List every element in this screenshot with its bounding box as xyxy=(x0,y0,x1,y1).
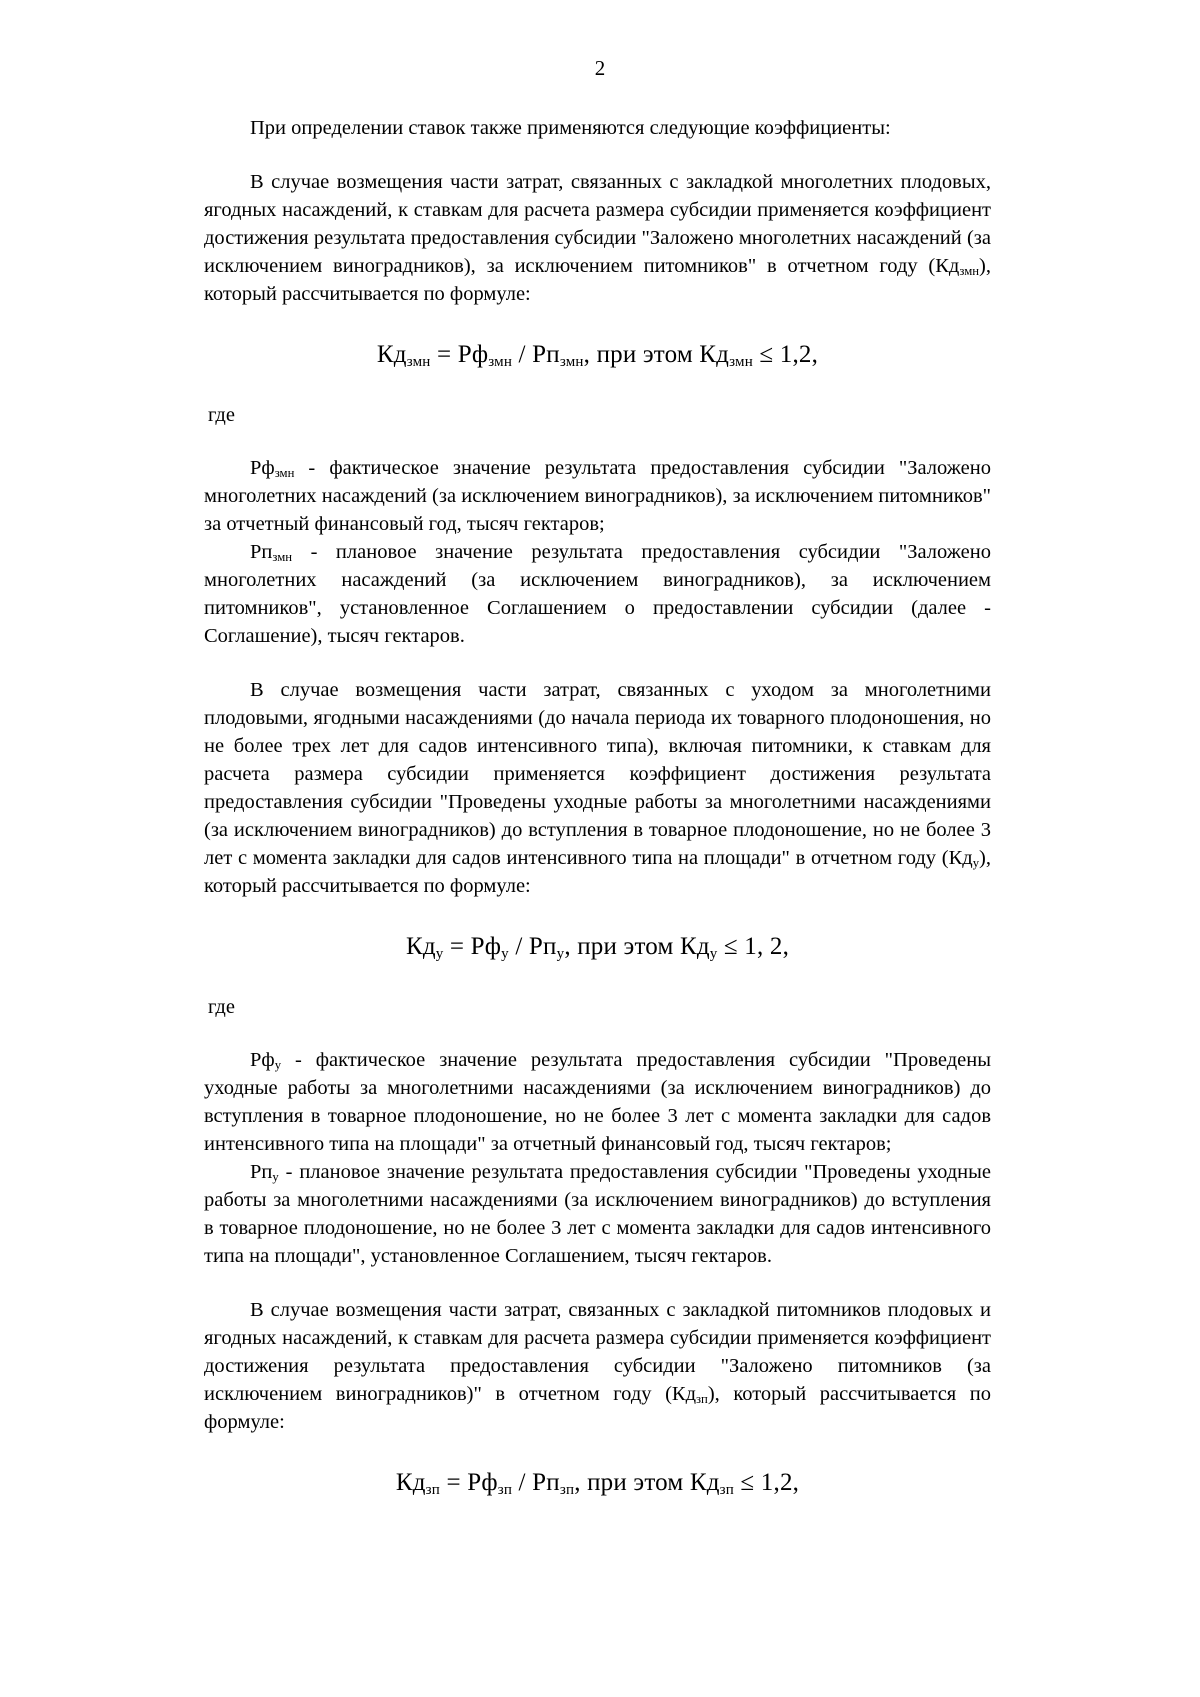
spacer xyxy=(204,901,991,931)
spacer xyxy=(204,651,991,677)
block3-paragraph-part2: ), который рассчитывается по формуле: xyxy=(204,1383,991,1434)
spacer xyxy=(204,309,991,339)
formula1-limit: ≤ 1,2, xyxy=(752,341,819,368)
spacer xyxy=(204,1021,991,1047)
block1-def1-term-sub: змн xyxy=(274,466,295,481)
formula1-left: Кд xyxy=(376,341,407,368)
block2-def1-term-sub: у xyxy=(274,1058,282,1073)
formula2-slash: / Рп xyxy=(508,933,557,960)
formula-kd-zp xyxy=(204,1467,991,1500)
block2-def2-term: Рп xyxy=(250,1161,273,1184)
block2-paragraph-sub: у xyxy=(972,855,980,870)
block2-definition-rp xyxy=(204,1159,991,1271)
block1-paragraph xyxy=(204,169,991,309)
formula1-den-sub: змн xyxy=(559,353,584,370)
formula2-limit: ≤ 1, 2, xyxy=(717,933,790,960)
spacer xyxy=(204,1437,991,1467)
block2-def2-text: - плановое значение результата предоставления субсидии "Проведены уходные работы за многолетними насаждениями (за исключением виноградников) до вступления в товарное плодоношение, но не более 3 лет с момента закладки для садов интенсивного типа на площади", установленное Соглашением, тысяч гектаров. xyxy=(204,1161,991,1268)
spacer xyxy=(204,143,991,169)
block2-def1-term: Рф xyxy=(250,1049,275,1072)
block2-paragraph xyxy=(204,677,991,901)
intro-paragraph: При определении ставок также применяются следующие коэффициенты: xyxy=(250,117,891,140)
block2-paragraph-part2: ), который рассчитывается по формуле: xyxy=(204,847,991,898)
formula1-tail: , при этом Кд xyxy=(583,341,730,368)
block1-def1-term: Рф xyxy=(250,457,275,480)
formula1-slash: / Рп xyxy=(512,341,560,368)
formula3-num-sub: зп xyxy=(497,1481,513,1498)
formula-kd-zmn xyxy=(204,339,991,372)
block2-def2-term-sub: у xyxy=(272,1170,279,1185)
block1-def1-text: - фактическое значение результата предоставления субсидии "Заложено многолетних насаждений (за исключением виноградников), за исключением питомников" за отчетный финансовый год, тысяч гектаров; xyxy=(204,457,991,536)
formula3-tail: , при этом Кд xyxy=(574,1469,720,1497)
block1-def2-text: - плановое значение результата предоставления субсидии "Заложено многолетних насаждений (за исключением виноградников), за исключением питомников", установленное Соглашением о предоставлении субсидии (далее - Соглашение), тысяч гектаров. xyxy=(204,541,991,648)
block2-definition-rf xyxy=(204,1047,991,1159)
block1-paragraph-sub: змн xyxy=(959,263,980,278)
block2-paragraph-part1: В случае возмещения части затрат, связанных с уходом за многолетними плодовыми, ягодными насаждениями (до начала периода их товарного плодоношения, но не более трех лет для садов интенсивного типа), включая питомники, к ставкам для расчета размера субсидии применяется коэффициент достижения результата предоставления субсидии "Проведены уходные работы за многолетними насаждениями (за исключением виноградников) до вступления в товарное плодоношение, но не более 3 лет с момента закладки для садов интенсивного типа на площади" в отчетном году (Кд xyxy=(204,679,991,870)
block3-paragraph-sub: зп xyxy=(696,1391,708,1406)
formula2-eq: = Рф xyxy=(443,933,502,960)
block3-paragraph xyxy=(204,1297,991,1437)
formula1-num-sub: змн xyxy=(488,353,513,370)
formula2-tail-sub: у xyxy=(709,945,718,962)
formula3-slash: / Рп xyxy=(512,1469,560,1497)
formula3-limit: ≤ 1,2, xyxy=(733,1469,800,1497)
formula2-tail: , при этом Кд xyxy=(564,933,710,960)
formula2-left: Кд xyxy=(405,933,436,960)
formula1-tail-sub: змн xyxy=(729,353,753,370)
formula2-den-sub: у xyxy=(556,945,565,962)
formula3-eq: = Рф xyxy=(440,1469,498,1497)
spacer xyxy=(204,964,991,994)
formula1-eq: = Рф xyxy=(430,341,489,368)
formula3-den-sub: зп xyxy=(559,1481,575,1498)
page-number: 2 xyxy=(594,56,606,80)
spacer xyxy=(204,1271,991,1297)
block1-paragraph-part1: В случае возмещения части затрат, связанных с закладкой многолетних плодовых, ягодных насаждений, к ставкам для расчета размера субсидии применяется коэффициент достижения результата предоставления субсидии "Заложено многолетних насаждений (за исключением виноградников), за исключением питомников" в отчетном году (Кд xyxy=(204,171,991,278)
block1-definition-rf xyxy=(204,455,991,539)
block1-definition-rp xyxy=(204,539,991,651)
block1-paragraph-part2: ), который рассчитывается по формуле: xyxy=(204,255,991,306)
formula2-left-sub: у xyxy=(435,945,444,962)
block1-def2-term: Рп xyxy=(250,541,273,564)
formula3-left: Кд xyxy=(395,1469,426,1497)
block2-gde-label: где xyxy=(208,995,235,1018)
block3-paragraph-part1: В случае возмещения части затрат, связанных с закладкой питомников плодовых и ягодных насаждений, к ставкам для расчета размера субсидии применяется коэффициент достижения результата предоставления субсидии "Заложено питомников (за исключением виноградников)" в отчетном году (Кд xyxy=(204,1299,991,1406)
block2-def1-text: - фактическое значение результата предоставления субсидии "Проведены уходные работы за многолетними насаждениями (за исключением виноградников) до вступления в товарное плодоношение, но не более 3 лет с момента закладки для садов интенсивного типа на площади" за отчетный финансовый год, тысяч гектаров; xyxy=(204,1049,991,1156)
spacer xyxy=(204,429,991,455)
formula3-left-sub: зп xyxy=(425,1481,441,1498)
formula2-num-sub: у xyxy=(501,945,509,962)
page-content xyxy=(112,115,1088,1499)
block1-gde-label: где xyxy=(208,403,235,426)
block1-def2-term-sub: змн xyxy=(272,550,293,565)
spacer xyxy=(204,372,991,402)
formula-kd-u xyxy=(204,931,991,964)
formula1-left-sub: змн xyxy=(406,353,431,370)
formula3-tail-sub: зп xyxy=(719,1481,734,1498)
